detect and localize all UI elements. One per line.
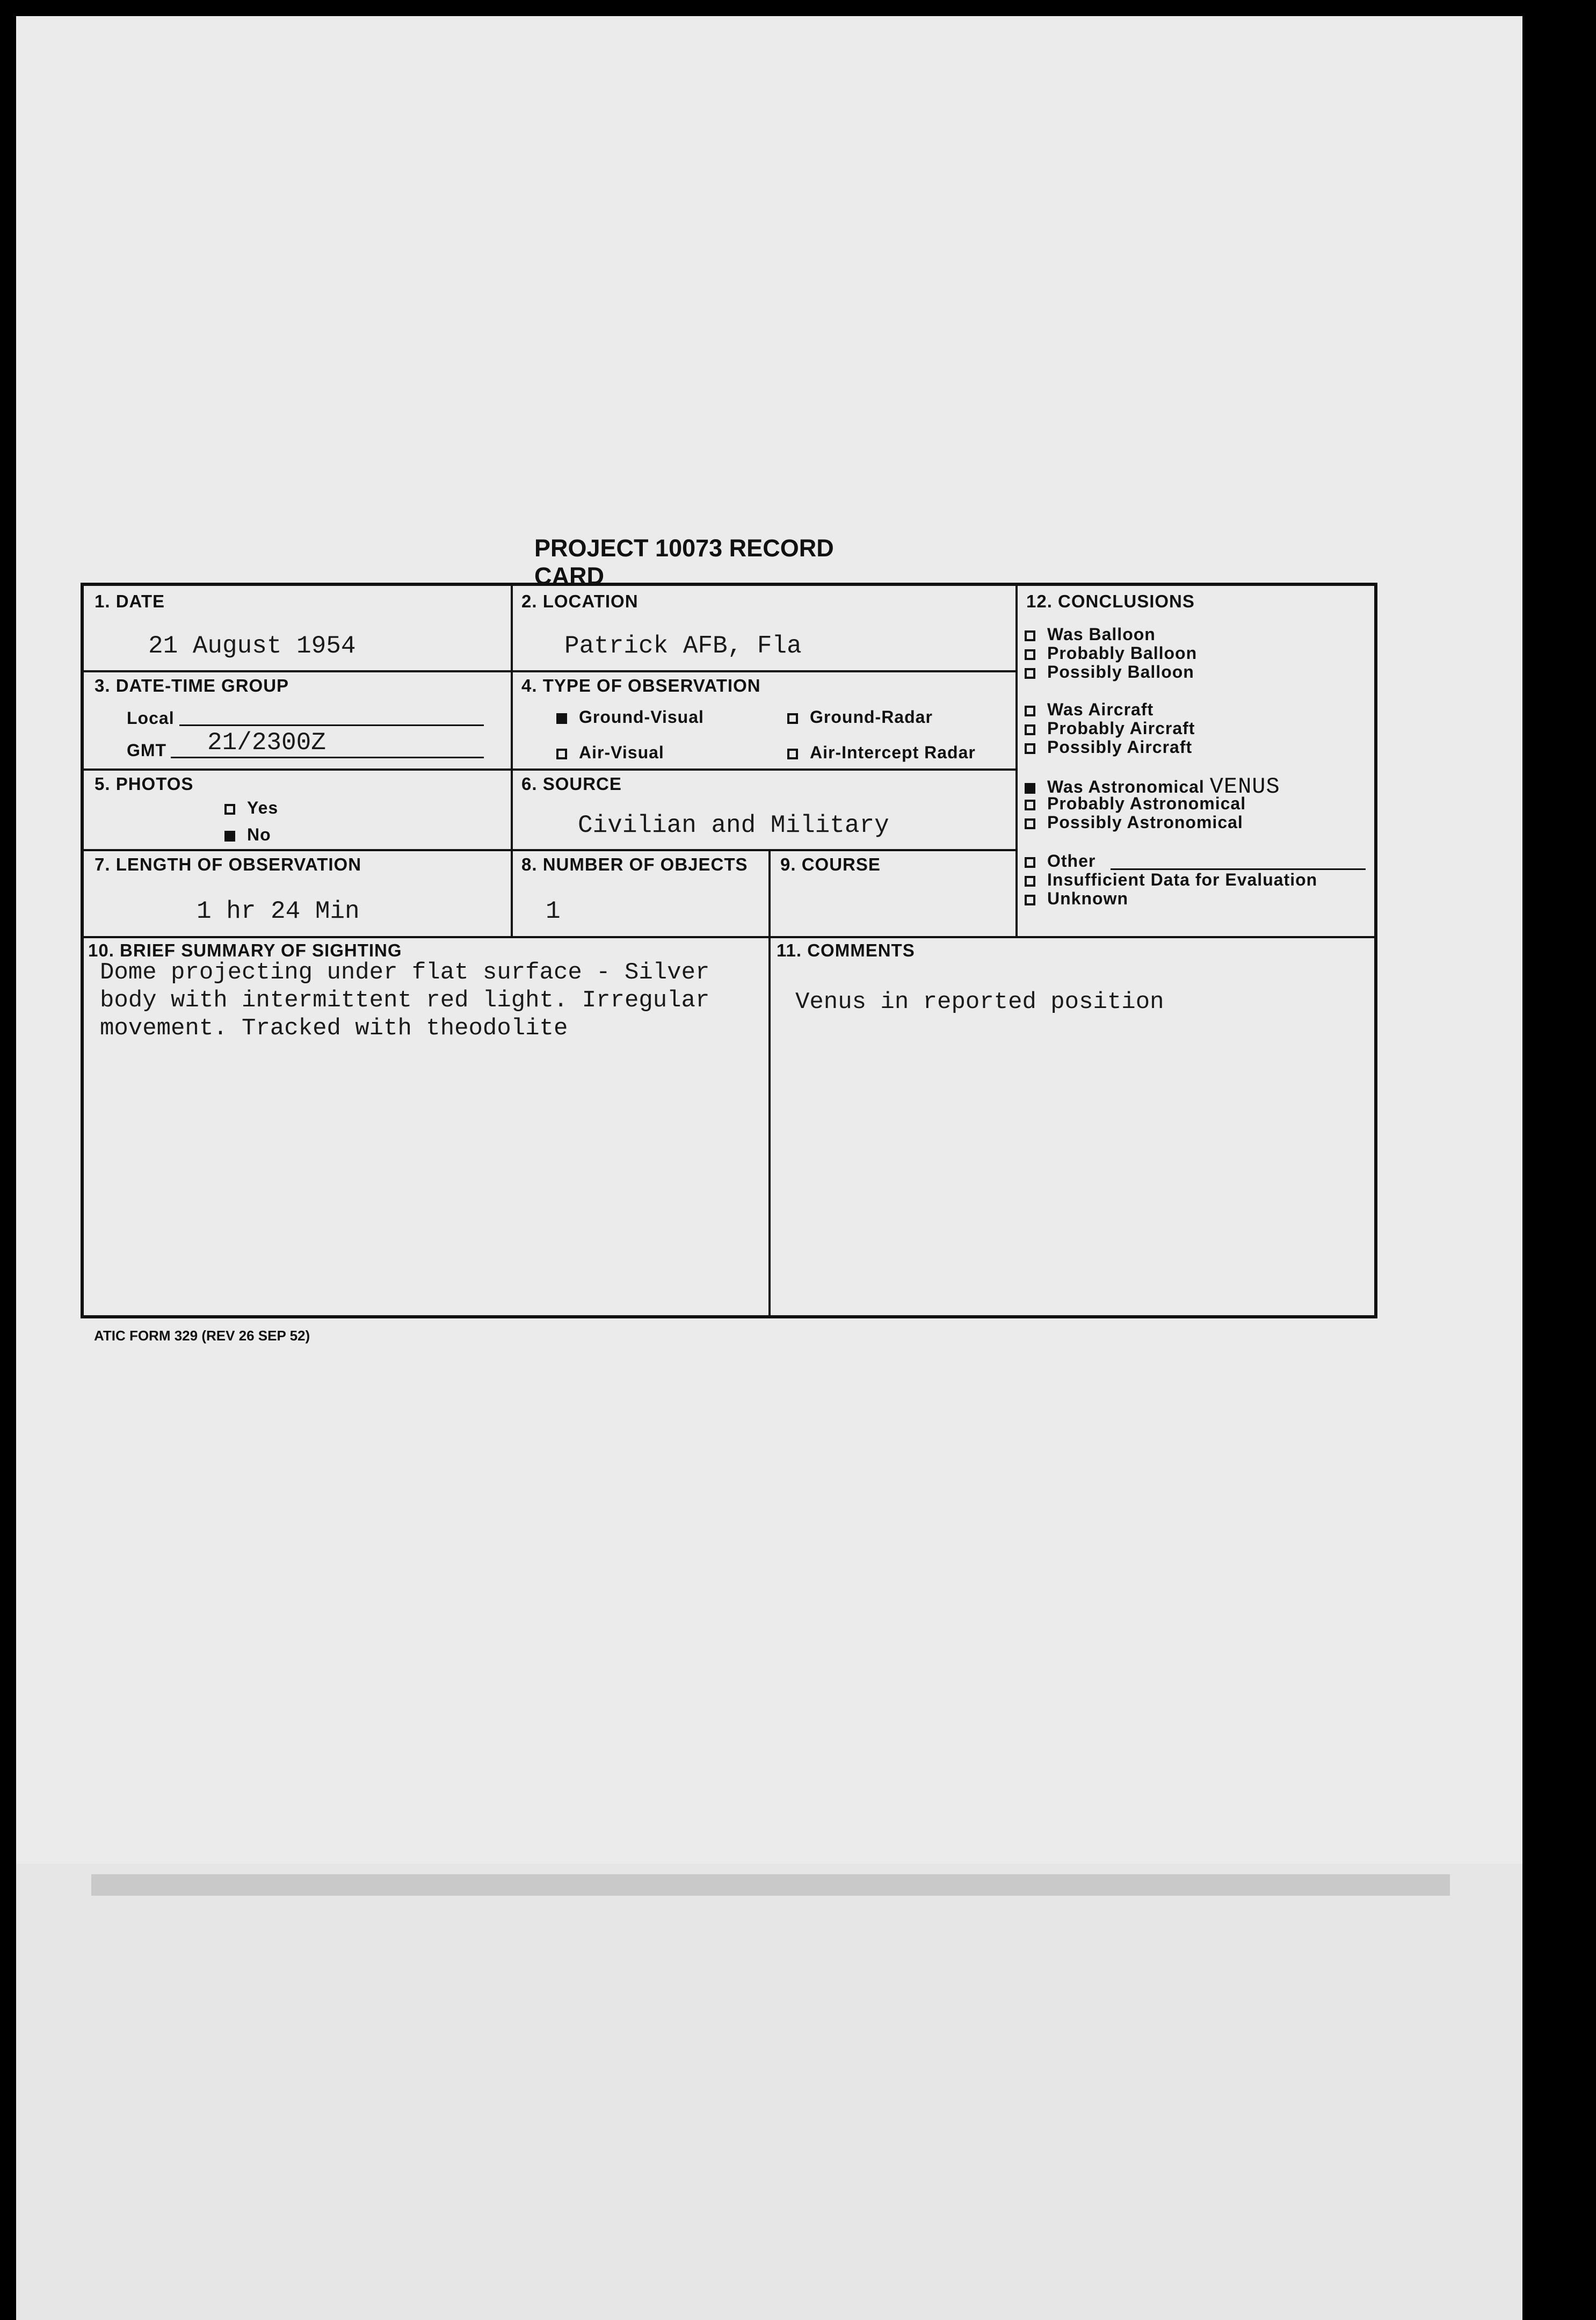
- option-label: Probably Aircraft: [1047, 719, 1195, 738]
- checkbox-icon[interactable]: [224, 804, 235, 815]
- record-card: [81, 583, 1377, 1318]
- checkbox-icon[interactable]: [1025, 630, 1035, 641]
- option-label: No: [247, 825, 271, 844]
- scan-shadow-band: [91, 1874, 1450, 1896]
- source-value: Civilian and Military: [578, 811, 889, 839]
- conclusion-insufficient-data[interactable]: [1025, 870, 1317, 890]
- type-of-observation-label: 4. TYPE OF OBSERVATION: [521, 676, 761, 695]
- checkbox-icon[interactable]: [556, 713, 567, 724]
- date-value: 21 August 1954: [148, 632, 356, 660]
- option-label: Probably Balloon: [1047, 643, 1198, 663]
- option-label: Ground-Visual: [579, 707, 704, 727]
- conclusion-probably-astronomical[interactable]: [1025, 794, 1246, 814]
- location-value: Patrick AFB, Fla: [564, 632, 802, 660]
- form-id: ATIC FORM 329 (REV 26 SEP 52): [94, 1328, 310, 1344]
- option-label: Air-Visual: [579, 743, 664, 762]
- checkbox-icon[interactable]: [1025, 724, 1035, 735]
- checkbox-icon[interactable]: [224, 831, 235, 842]
- conclusion-unknown[interactable]: [1025, 889, 1128, 909]
- gmt-label: GMT: [127, 741, 167, 760]
- conclusion-possibly-astronomical[interactable]: [1025, 813, 1243, 832]
- checkbox-icon[interactable]: [1025, 783, 1035, 794]
- location-label: 2. LOCATION: [521, 591, 639, 611]
- number-of-objects-value: 1: [546, 897, 561, 925]
- grid-line: [511, 586, 513, 938]
- conclusion-possibly-aircraft[interactable]: [1025, 737, 1192, 757]
- grid-line: [84, 769, 1015, 771]
- source-label: 6. SOURCE: [521, 774, 622, 794]
- number-of-objects-label: 8. NUMBER OF OBJECTS: [521, 854, 748, 874]
- option-label: Yes: [247, 798, 279, 817]
- option-photos-yes[interactable]: [224, 798, 278, 818]
- option-air-intercept-radar[interactable]: [787, 743, 976, 763]
- gmt-value: 21/2300Z: [207, 729, 326, 757]
- summary-line: body with intermittent red light. Irregular: [100, 987, 710, 1014]
- length-of-observation-label: 7. LENGTH OF OBSERVATION: [95, 854, 362, 874]
- grid-line: [84, 936, 1375, 938]
- local-time-underline: [179, 724, 484, 726]
- option-label: Possibly Balloon: [1047, 662, 1194, 682]
- checkbox-icon[interactable]: [556, 749, 567, 759]
- conclusion-other[interactable]: [1025, 851, 1096, 871]
- grid-line: [1015, 586, 1018, 936]
- option-ground-radar[interactable]: [787, 707, 933, 727]
- gmt-underline: [171, 757, 484, 758]
- date-time-group-label: 3. DATE-TIME GROUP: [95, 676, 289, 695]
- option-ground-visual[interactable]: [556, 707, 704, 727]
- summary-line: movement. Tracked with theodolite: [100, 1015, 568, 1042]
- option-label: Insufficient Data for Evaluation: [1047, 870, 1318, 889]
- length-of-observation-value: 1 hr 24 Min: [197, 897, 360, 925]
- option-label: Was Astronomical: [1047, 777, 1205, 796]
- option-label: Possibly Astronomical: [1047, 813, 1243, 832]
- conclusion-was-aircraft[interactable]: [1025, 700, 1154, 720]
- checkbox-icon[interactable]: [1025, 857, 1035, 868]
- checkbox-icon[interactable]: [1025, 895, 1035, 905]
- option-air-visual[interactable]: [556, 743, 664, 763]
- option-label: Air-Intercept Radar: [810, 743, 976, 762]
- photos-label: 5. PHOTOS: [95, 774, 194, 794]
- conclusion-probably-balloon[interactable]: [1025, 643, 1197, 663]
- checkbox-icon[interactable]: [1025, 649, 1035, 660]
- page-bottom-margin: [16, 1864, 1522, 2320]
- checkbox-icon[interactable]: [1025, 876, 1035, 887]
- checkbox-icon[interactable]: [1025, 743, 1035, 754]
- option-label: Ground-Radar: [810, 707, 933, 727]
- grid-line: [768, 849, 771, 1315]
- comments-label: 11. COMMENTS: [777, 940, 915, 960]
- checkbox-icon[interactable]: [787, 713, 798, 724]
- option-label: Was Balloon: [1047, 625, 1156, 644]
- summary-line: Dome projecting under flat surface - Silver: [100, 959, 710, 986]
- local-time-label: Local: [127, 708, 175, 728]
- summary-label: 10. BRIEF SUMMARY OF SIGHTING: [88, 940, 402, 960]
- option-label: Probably Astronomical: [1047, 794, 1246, 813]
- option-label: Unknown: [1047, 889, 1128, 908]
- card-title: PROJECT 10073 RECORD CARD: [534, 534, 834, 590]
- checkbox-icon[interactable]: [1025, 706, 1035, 716]
- option-photos-no[interactable]: [224, 825, 271, 845]
- option-label: Possibly Aircraft: [1047, 737, 1193, 757]
- grid-line: [84, 849, 1015, 851]
- course-label: 9. COURSE: [780, 854, 881, 874]
- checkbox-icon[interactable]: [1025, 818, 1035, 829]
- option-label: Other: [1047, 851, 1096, 871]
- summary-text: [100, 959, 709, 1042]
- checkbox-icon[interactable]: [1025, 800, 1035, 810]
- conclusions-label: 12. CONCLUSIONS: [1026, 591, 1195, 611]
- checkbox-icon[interactable]: [1025, 668, 1035, 679]
- conclusion-possibly-balloon[interactable]: [1025, 662, 1194, 682]
- conclusion-note: VENUS: [1209, 774, 1280, 800]
- comments-value: Venus in reported position: [795, 989, 1164, 1016]
- date-label: 1. DATE: [95, 591, 165, 611]
- conclusion-probably-aircraft[interactable]: [1025, 719, 1195, 738]
- grid-line: [84, 670, 1015, 672]
- conclusion-was-balloon[interactable]: [1025, 625, 1156, 644]
- checkbox-icon[interactable]: [787, 749, 798, 759]
- option-label: Was Aircraft: [1047, 700, 1154, 719]
